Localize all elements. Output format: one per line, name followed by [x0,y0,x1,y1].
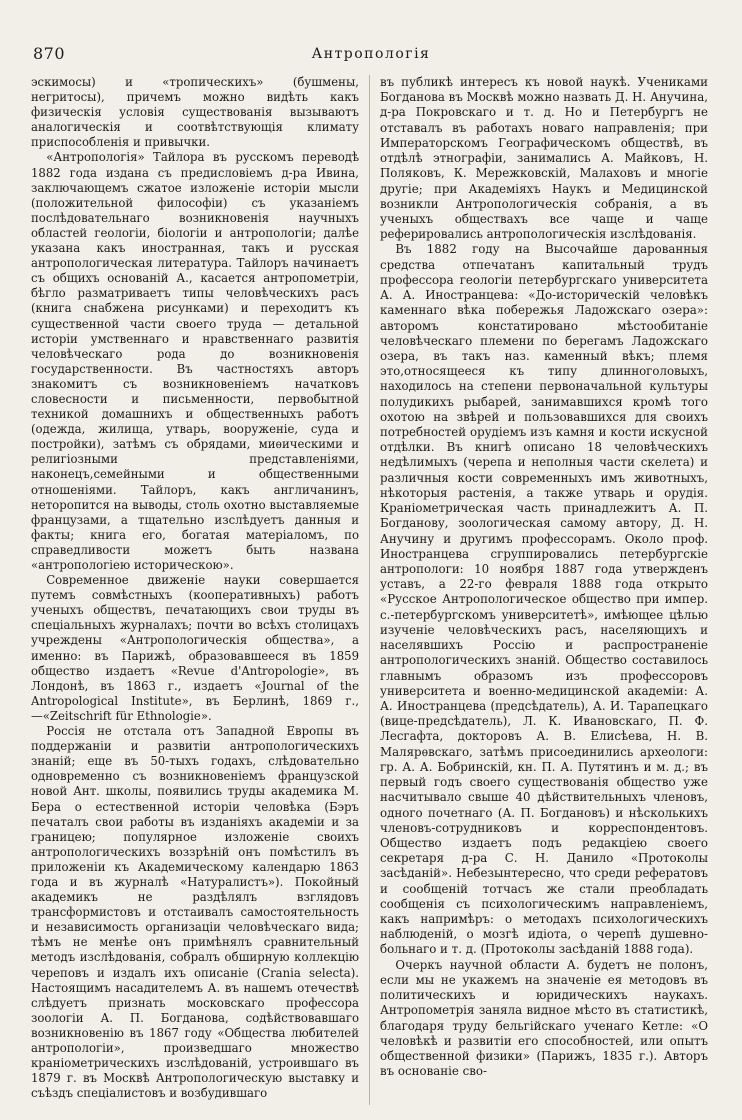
running-title: Антропологія [311,46,431,62]
paragraph: Очеркъ научной области А. будетъ не полонъ, если мы не укажемъ на значеніе ея методовъ въ политическихъ и юридическихъ наукахъ. Антропометрія заняла видное мѣсто въ статистикѣ, благодаря труду бельгійскаго ученаго Кетле: «О человѣкѣ и развитіи его способностей, или опытъ общественной физики» (Парижъ, 1835 г.). Авторъ въ основаніе сво- [380,957,708,1079]
left-column [31,75,359,1105]
paragraph: эскимосы) и «тропическихъ» (бушмены, негритосы), причемъ можно видѣть какъ физическія условія существованія вызываютъ аналогическія и соотвѣтствующія климату приспособленія и привычки. [31,75,359,150]
paragraph: «Антропологія» Тайлора въ русскомъ переводѣ 1882 года издана съ предисловіемъ д-ра Ивина, заключающемъ сжатое изложеніе исторіи мысли (положительной философіи) съ указаніемъ послѣдовательнаго возникновенія научныхъ областей геологіи, біологіи и антропологіи; далѣе указана какъ иностранная, такъ и русская антропологическая литература. Тайлоръ начинаетъ съ общихъ основаній А., касается антропометріи, бѣгло разматриваетъ типы человѣческихъ расъ (книга снабжена рисунками) и переходитъ къ существенной части своего труда — детальной исторіи умственнаго и нравственнаго развитія человѣческаго рода до возникновенія государственности. Въ частностяхъ авторъ знакомитъ съ возникновеніемъ начатковъ словесности и письменности, первобытной техникой домашнихъ и общественныхъ работъ (одежда, жилища, утварь, вооруженіе, суда и постройки), затѣмъ съ обрядами, миѳическими и религіозными представленіями, наконецъ,семейными и общественными отношеніями. Тайлоръ, какъ англичанинъ, неторопится на выводы, столь охотно выставляемые французами, а тщательно изслѣдуетъ данныя и факты; книга его, богатая матеріаломъ, по справедливости можетъ быть названа «антропологіею историческою». [31,150,359,572]
column-divider [369,75,370,1105]
paragraph: въ публикѣ интересъ къ новой наукѣ. Учениками Богданова въ Москвѣ можно назвать Д. Н. Анучина, д-ра Покровскаго и т. д. Но и Петербургъ не отставалъ въ работахъ новаго направленія; при Императорскомъ Географическомъ обществѣ, въ отдѣлѣ этнографіи, занимались А. Майковъ, Н. Поляковъ, К. Мережковскій, Малаховъ и многіе другіе; при Академіяхъ Наукъ и Медицинской возникли Антропологическія собранія, а въ ученыхъ обществахъ все чаще и чаще реферировались антропологическія изслѣдованія. [380,75,708,242]
paragraph: Современное движеніе науки совершается путемъ совмѣстныхъ (кооперативныхъ) работъ ученыхъ обществъ, печатающихъ свои труды въ спеціальныхъ журналахъ; почти во всѣхъ столицахъ учреждены «Антропологическія общества», а именно: въ Парижѣ, образовавшееся въ 1859 общество издаетъ «Revue d'Antropologie», въ Лондонѣ, въ 1863 г., издаетъ «Journal of the Antropological Institute», въ Берлинѣ, 1869 г.,—«Zeitschrift für Ethnologie». [31,573,359,723]
page-number: 870 [33,44,66,63]
paragraph: Въ 1882 году на Высочайше дарованныя средства отпечатанъ капитальный трудъ профессора геологіи петербургскаго университета А. А. Иностранцева: «До-историческій человѣкъ каменнаго вѣка побережья Ладожскаго озера»: авторомъ констатировано мѣстообитаніе человѣческаго племени по берегамъ Ладожскаго озера, въ такъ наз. каменный вѣкъ; племя это,относящееся къ типу длинноголовыхъ, находилось на степени первоначальной культуры полудикихъ рыбарей, занимавшихся кромѣ того охотою на звѣрей и пользовавшихся для своихъ потребностей орудіемъ изъ камня и кости искусной отдѣлки. Въ книгѣ описано 18 человѣческихъ недѣлимыхъ (черепа и неполныя части скелета) и различныя кости современныхъ имъ животныхъ, нѣкоторыя растенія, а также утварь и орудія. Краніометрическая часть принадлежитъ А. П. Богданову, зоологическая самому автору, Д. Н. Анучину и другимъ профессорамъ. Около проф. Иностранцева сгруппировались петербургскіе антропологи: 10 ноября 1887 года утвержденъ уставъ, а 22-го февраля 1888 года открыто «Русское Антропологическое общество при импер. с.-петербургскомъ университетѣ», имѣющее цѣлью изученіе человѣческихъ расъ, населяющихъ и населявшихъ Россію и распространеніе антропологическихъ знаній. Общество составилось главнымъ образомъ изъ профессоровъ университета и военно-медицинской академіи: А. А. Иностранцева (предсѣдатель), А. И. Тарапецкаго (вице-предсѣдатель), Л. К. Ивановскаго, П. Ф. Лесгафта, докторовъ А. В. Елисѣева, Н. В. Малярѳвскаго, затѣмъ присоединились археологи: гр. А. А. Бобринскій, кн. П. А. Путятинъ и м. д.; въ первый годъ своего существованія общество уже насчитывало свыше 40 дѣйствительныхъ членовъ, одного почетнаго (А. П. Богдановъ) и нѣсколькихъ членовъ-сотрудниковъ и корреспондентовъ. Общество издаетъ подъ редакціею своего секретаря д-ра С. Н. Данило «Протоколы засѣданій». Небезынтересно, что среди рефератовъ и сообщеній тотчасъ же стали преобладать сообщенія съ психологическимъ направленіемъ, какъ напримѣръ: о методахъ психологическихъ наблюденій, о мозгѣ идіота, о черепѣ душевно-больнаго и т. д. (Протоколы засѣданій 1888 года). [380,242,708,957]
right-column [380,75,708,1105]
paragraph: Россія не отстала отъ Западной Европы въ поддержаніи и развитіи антропологическихъ знаній; еще въ 50-тыхъ годахъ, слѣдовательно одновременно съ возникновеніемъ французской новой Ант. школы, появились труды академика М. Бера о естественной исторіи человѣка (Бэръ печаталъ свои работы въ изданіяхъ академіи и за границею; популярное изложеніе своихъ антропологическихъ воззрѣній онъ помѣстилъ въ приложеніи къ Академическому календарю 1863 года и въ журналѣ «Натуралистъ»). Покойный академикъ не раздѣлялъ взглядовъ трансформистовъ и отстаивалъ самостоятельность и независимость организаціи человѣческаго вида; тѣмъ не менѣе онъ примѣнялъ сравнительный методъ изслѣдованія, собралъ обширную коллекцію череповъ и издалъ ихъ описаніе (Crania selecta). Настоящимъ насадителемъ А. въ нашемъ отечествѣ слѣдуетъ признать московскаго профессора зоологіи А. П. Богданова, содѣйствовавшаго возникновенію въ 1867 году «Общества любителей антропологіи», произведшаго множество краніометрическихъ изслѣдованій, устроившаго въ 1879 г. въ Москвѣ Антропологическую выставку и съѣздъ спеціалистовъ и возбудившаго [31,724,359,1101]
